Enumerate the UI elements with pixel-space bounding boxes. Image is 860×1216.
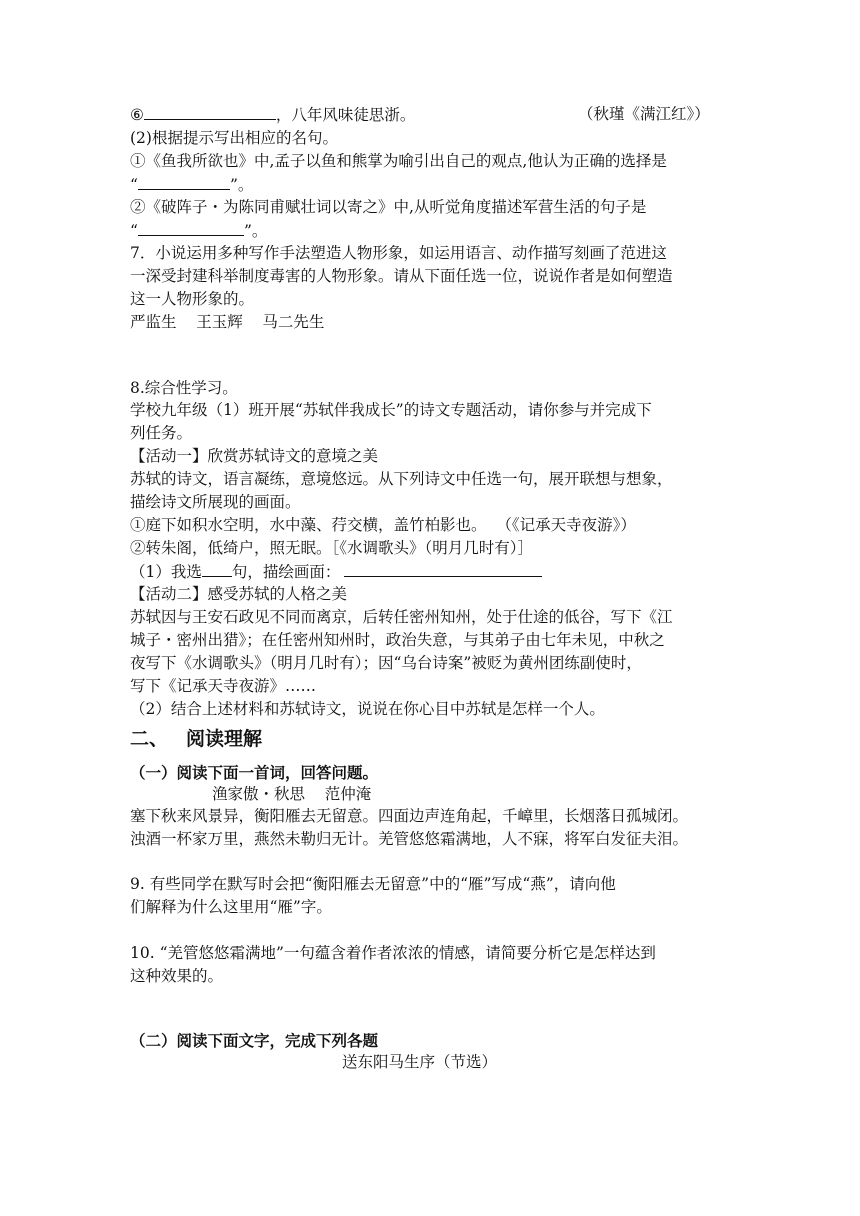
section-title: 阅读理解 xyxy=(186,728,263,750)
section-heading xyxy=(130,726,262,752)
answer-blank[interactable] xyxy=(202,561,232,577)
q8-activity2-line4: 写下《记承天寺夜游》…… xyxy=(130,677,317,695)
q8-activity2-heading: 【活动二】感受苏轼的人格之美 xyxy=(130,585,348,603)
q8-poem2: ②转朱阁，低绮户，照无眠。［《水调歌头》（明月几时有）］ xyxy=(130,539,534,557)
q7-options: 严监生 王玉辉 马二先生 xyxy=(130,313,325,331)
close-quote: ”。 xyxy=(243,222,268,240)
q9-line1: 9. 有些同学在默写时会把“衡阳雁去无留意”中的“雁”写成“燕”，请向他 xyxy=(130,875,616,893)
essay-title: 送东阳马生序（节选） xyxy=(342,1053,498,1071)
q7-line1: 7．小说运用多种写作手法塑造人物形象，如运用语言、动作描写刻画了范进这 xyxy=(130,244,667,262)
q8-activity2-line2: 城子・密州出猎》；在任密州知州时，政治失意，与其弟子由七年未见，中秋之 xyxy=(130,631,665,649)
q6-item6-prefix: ⑥ xyxy=(130,106,144,124)
open-quote: “ xyxy=(130,176,138,194)
answer-blank[interactable] xyxy=(144,104,276,120)
answer-blank[interactable] xyxy=(138,174,230,190)
q8-activity1-line2: 描绘诗文所展现的画面。 xyxy=(130,493,301,511)
q9-line2: 们解释为什么这里用“雁”字。 xyxy=(130,898,332,916)
q6-part2-item2-line2 xyxy=(130,220,267,242)
q6-part2-intro: (2)根据提示写出相应的名句。 xyxy=(130,129,338,147)
q6-item6-text: ，八年风味徒思浙。 xyxy=(275,106,416,124)
answer-blank[interactable] xyxy=(138,220,244,236)
q7-line3: 这一人物形象的。 xyxy=(130,290,255,308)
subsection1-heading: （一）阅读下面一首词，回答问题。 xyxy=(130,763,379,782)
poem-line1: 塞下秋来风景异，衡阳雁去无留意。四面边声连角起，千嶂里，长烟落日孤城闭。 xyxy=(130,807,689,825)
q6-part2-item1-line2 xyxy=(130,174,253,196)
q8-intro-line1: 学校九年级（1）班开展“苏轼伴我成长”的诗文专题活动，请你参与并完成下 xyxy=(130,401,652,419)
open-quote: “ xyxy=(130,222,138,240)
q8-task1-label-b: 句，描绘画面： xyxy=(231,563,341,581)
answer-blank[interactable] xyxy=(344,561,542,577)
q8-activity1-line1: 苏轼的诗文，语言凝练，意境悠远。从下列诗文中任选一句，展开联想与想象， xyxy=(130,470,673,488)
q8-activity1-heading: 【活动一】欣赏苏轼诗文的意境之美 xyxy=(130,447,379,465)
q6-item6-source: （秋瑾《满江红》） xyxy=(578,105,710,123)
q7-line2: 一深受封建科举制度毒害的人物形象。请从下面任选一位，说说作者是如何塑造 xyxy=(130,267,673,285)
q8-intro-line2: 列任务。 xyxy=(130,424,193,442)
q6-part2-item1-line1: ①《鱼我所欲也》中,孟子以鱼和熊掌为喻引出自己的观点,他认为正确的选择是 xyxy=(130,152,667,170)
q10-line1: 10. “羌管悠悠霜满地”一句蕴含着作者浓浓的情感，请简要分析它是怎样达到 xyxy=(130,944,656,962)
q6-part2-item2-line1: ②《破阵子・为陈同甫赋壮词以寄之》中,从听觉角度描述军营生活的句子是 xyxy=(130,198,647,216)
close-quote: ”。 xyxy=(229,176,254,194)
q8-task1-label-a: （1）我选 xyxy=(130,563,202,581)
poem-line2: 浊酒一杯家万里，燕然未勒归无计。羌管悠悠霜满地，人不寐，将军白发征夫泪。 xyxy=(130,830,689,848)
q8-task1 xyxy=(130,561,542,583)
q8-activity2-line3: 夜写下《水调歌头》（明月几时有）；因“乌台诗案”被贬为黄州团练副使时， xyxy=(130,654,642,672)
q10-line2: 这种效果的。 xyxy=(130,967,224,985)
section-number: 二、 xyxy=(130,728,169,750)
poem-title: 渔家傲・秋思 范仲淹 xyxy=(212,785,372,803)
q8-task2: （2）结合上述材料和苏轼诗文，说说在你心目中苏轼是怎样一个人。 xyxy=(130,700,605,718)
subsection2-heading: （二）阅读下面文字，完成下列各题 xyxy=(130,1031,379,1050)
q6-item6-line xyxy=(130,104,415,126)
q8-title: 8.综合性学习。 xyxy=(130,379,238,397)
q8-activity2-line1: 苏轼因与王安石政见不同而离京，后转任密州知州，处于仕途的低谷，写下《江 xyxy=(130,608,673,626)
q8-poem1: ①庭下如积水空明，水中藻、荇交横，盖竹柏影也。 （《记承天寺夜游》） xyxy=(130,516,636,534)
